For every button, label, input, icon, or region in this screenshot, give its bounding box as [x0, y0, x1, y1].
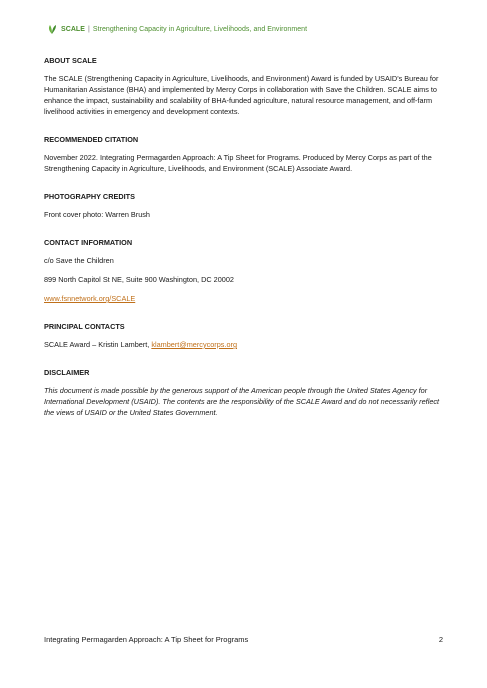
page-content: [44, 56, 444, 436]
scale-leaf-logo-icon: [46, 23, 58, 35]
header-separator: |: [87, 25, 90, 33]
principal-section: [44, 322, 444, 350]
photography-section: [44, 192, 444, 220]
citation-section: [44, 135, 444, 174]
contact-line-2: 899 North Capitol St NE, Suite 900 Washington, DC 20002: [44, 275, 234, 284]
citation-heading: RECOMMENDED CITATION: [44, 135, 139, 144]
contact-line-1: c/o Save the Children: [44, 256, 114, 265]
photography-body: Front cover photo: Warren Brush: [44, 210, 150, 219]
about-heading: ABOUT SCALE: [44, 56, 97, 65]
principal-body: [44, 339, 444, 350]
disclaimer-heading: DISCLAIMER: [44, 368, 90, 377]
principal-heading: PRINCIPAL CONTACTS: [44, 322, 125, 331]
about-body: The SCALE (Strengthening Capacity in Agriculture, Livelihoods, and Environment) Award is funded by USAID’s Bureau for Humanitarian Assistance (BHA) and implemented by Mercy Corps in collaboration with Save the Children. SCALE aims to enhance the impact, sustainability and scalability of BHA-funded agriculture, natural resource management, and off-farm livelihood activities in emergency and development contexts.: [44, 74, 439, 116]
website-link[interactable]: www.fsnnetwork.org/SCALE: [44, 294, 136, 303]
email-link[interactable]: klambert@mercycorps.org: [151, 340, 238, 349]
about-section: [44, 56, 444, 117]
header-brand-name: SCALE: [61, 25, 85, 33]
contact-website: [44, 293, 444, 304]
disclaimer-section: [44, 368, 444, 418]
photography-heading: PHOTOGRAPHY CREDITS: [44, 192, 135, 201]
page-header: [46, 23, 307, 35]
page-number: 2: [438, 635, 443, 644]
citation-body: November 2022. Integrating Permagarden Approach: A Tip Sheet for Programs. Produced by Mercy Corps as part of the Strengthening Capacity in Agriculture, Livelihoods, and Environment (SCALE) Associate Award.: [44, 153, 432, 173]
header-brand: [61, 26, 307, 33]
footer-title: Integrating Permagarden Approach: A Tip Sheet for Programs: [44, 635, 249, 644]
header-brand-text: Strengthening Capacity in Agriculture, Livelihoods, and Environment: [92, 25, 308, 33]
page-footer: [44, 635, 443, 644]
principal-prefix: SCALE Award – Kristin Lambert,: [44, 340, 152, 349]
disclaimer-body: This document is made possible by the generous support of the American people through the United States Agency for International Development (USAID). The contents are the responsibility of the SCALE Award and do not necessarily reflect the views of USAID or the United States Government.: [44, 386, 440, 417]
contact-heading: CONTACT INFORMATION: [44, 238, 133, 247]
contact-section: [44, 238, 444, 304]
